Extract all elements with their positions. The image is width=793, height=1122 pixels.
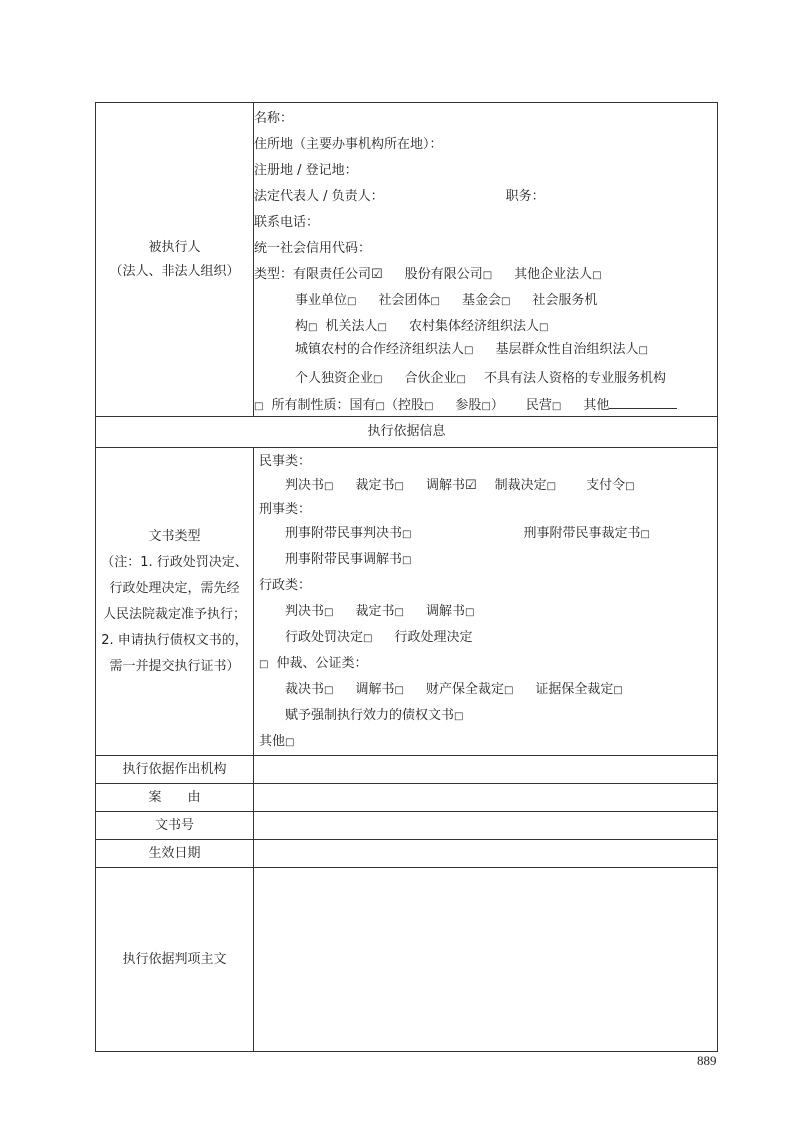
- criminal-options-2: [259, 547, 717, 573]
- party-label: 被执行人: [148, 239, 201, 255]
- doc-no-input[interactable]: [254, 812, 718, 840]
- type-option[interactable]: [295, 293, 356, 308]
- main-text-row: [96, 868, 718, 1052]
- type-option-label: 事业单位: [295, 293, 348, 308]
- civil-options: [259, 473, 717, 499]
- legal-rep-label: 法定代表人 / 负责人：: [254, 189, 384, 204]
- type-line-3: [254, 314, 717, 340]
- checkbox-icon[interactable]: □: [394, 481, 404, 492]
- criminal-option[interactable]: [523, 526, 649, 541]
- domicile-field[interactable]: [254, 132, 717, 158]
- main-text-label: 执行依据判项主文: [96, 868, 254, 1052]
- party-label-note: （法人、非法人组织）: [109, 263, 240, 279]
- civil-option[interactable]: [285, 478, 333, 493]
- checkbox-icon[interactable]: □: [402, 555, 412, 566]
- doc-type-note: 人民法院裁定准予执行；: [102, 606, 246, 622]
- type-line-5: [254, 362, 717, 392]
- admin-option[interactable]: [285, 630, 372, 645]
- party-row: [96, 103, 718, 417]
- option-label: 证据保全裁定: [535, 682, 614, 697]
- option-label: 支付令: [586, 478, 626, 493]
- type-option[interactable]: [405, 267, 492, 282]
- main-text-input[interactable]: [254, 868, 718, 1052]
- civil-option[interactable]: [495, 478, 556, 493]
- doc-type-label: 文书类型: [148, 528, 201, 544]
- type-option[interactable]: [295, 342, 473, 357]
- option-label: 判决书: [285, 604, 325, 619]
- party-label-cell: [96, 103, 254, 417]
- civil-option[interactable]: [586, 478, 634, 493]
- checkbox-icon[interactable]: □: [613, 685, 623, 696]
- criminal-options: [259, 521, 717, 547]
- doc-type-note: 2. 申请执行债权文书的，: [101, 632, 248, 648]
- type-option-label: 个人独资企业: [295, 371, 374, 386]
- section-title: 执行依据信息: [96, 417, 718, 448]
- criminal-option[interactable]: [285, 552, 411, 567]
- type-option-label: 不具有法人资格的专业服务机构: [483, 371, 666, 386]
- doc-no-row: [96, 812, 718, 840]
- admin-option[interactable]: [426, 604, 474, 619]
- type-option-label: 构: [295, 319, 309, 334]
- option-label: 赋予强制执行效力的债权文书: [285, 708, 455, 723]
- doc-type-options-cell: [254, 448, 718, 756]
- type-line-4: [254, 340, 717, 362]
- type-option[interactable]: [378, 293, 439, 308]
- legal-rep-field[interactable]: [254, 184, 717, 210]
- domicile-label: 住所地（主要办事机构所在地）：: [254, 137, 443, 152]
- option-label: 财产保全裁定: [425, 682, 504, 697]
- ownership-option-share[interactable]: [455, 398, 503, 413]
- type-option-label: 社会团体: [378, 293, 431, 308]
- checkbox-icon[interactable]: □: [625, 481, 635, 492]
- option-label: 刑事附带民事判决书: [285, 526, 403, 541]
- criminal-heading: 刑事类：: [259, 502, 312, 517]
- option-label: 行政处理决定: [394, 630, 473, 645]
- type-option[interactable]: [409, 319, 548, 334]
- checkbox-icon[interactable]: □: [285, 737, 295, 748]
- checkbox-icon[interactable]: □: [503, 685, 514, 696]
- civil-heading: 民事类：: [259, 454, 312, 469]
- cause-row: [96, 784, 718, 812]
- checkbox-icon[interactable]: □: [551, 401, 562, 412]
- type-option[interactable]: [325, 319, 386, 334]
- arb-option[interactable]: [355, 682, 403, 697]
- option-label: 调解书: [355, 682, 395, 697]
- ownership-other-input[interactable]: [609, 392, 677, 409]
- issuer-input[interactable]: [254, 756, 718, 784]
- option-label: 制裁决定: [494, 478, 547, 493]
- civil-option[interactable]: [355, 478, 403, 493]
- checkbox-icon[interactable]: □: [254, 401, 264, 412]
- registered-place-label: 注册地 / 登记地：: [254, 163, 358, 178]
- type-option-label: 城镇农村的合作经济组织法人: [295, 342, 465, 357]
- checkbox-icon[interactable]: □: [375, 401, 385, 412]
- paren: ）: [490, 398, 504, 413]
- checkbox-icon[interactable]: □: [456, 374, 466, 385]
- type-label: 类型：: [254, 267, 294, 282]
- ownership-option-holding[interactable]: [385, 398, 433, 413]
- other-label: 其他: [259, 734, 286, 749]
- type-option[interactable]: [404, 371, 465, 386]
- effective-date-row: [96, 840, 718, 868]
- doc-type-note: 需一并提交执行证书）: [109, 658, 240, 674]
- civil-option[interactable]: [426, 478, 477, 493]
- admin-options: [259, 599, 717, 625]
- checkbox-icon[interactable]: □: [324, 685, 334, 696]
- type-option-label: 基层群众性自治组织法人: [495, 342, 639, 357]
- checkbox-icon[interactable]: □: [347, 296, 357, 307]
- type-option[interactable]: [293, 267, 383, 282]
- effective-date-input[interactable]: [254, 840, 718, 868]
- checkbox-icon[interactable]: □: [482, 270, 493, 281]
- checkbox-icon[interactable]: □: [430, 296, 440, 307]
- checkbox-icon[interactable]: □: [402, 529, 412, 540]
- type-option-label: 有限责任公司: [293, 267, 372, 282]
- doc-type-label-cell: [96, 448, 254, 756]
- admin-heading: 行政类：: [259, 578, 312, 593]
- effective-date-label: 生效日期: [96, 840, 254, 868]
- doc-type-row: [96, 448, 718, 756]
- option-label: 裁决书: [285, 682, 325, 697]
- phone-field[interactable]: [254, 210, 717, 236]
- type-option-label: 基金会: [461, 293, 501, 308]
- option-label: 民营: [525, 398, 552, 413]
- type-option-label: 机关法人: [325, 319, 378, 334]
- admin-option[interactable]: [394, 630, 472, 645]
- checkbox-icon[interactable]: □: [324, 481, 334, 492]
- option-label: （控股: [384, 398, 424, 413]
- credit-code-field[interactable]: [254, 236, 717, 262]
- type-line-2: [254, 288, 717, 314]
- cause-label: 案 由: [96, 784, 254, 812]
- option-label: 裁定书: [355, 478, 395, 493]
- arb-option[interactable]: [285, 708, 463, 723]
- type-option[interactable]: [295, 371, 382, 386]
- type-option[interactable]: [462, 293, 510, 308]
- checkbox-icon[interactable]: □: [394, 685, 404, 696]
- type-option[interactable]: [295, 319, 317, 334]
- checkbox-icon[interactable]: □: [592, 270, 602, 281]
- ownership-option-state[interactable]: [349, 398, 384, 413]
- admin-option[interactable]: [355, 604, 403, 619]
- option-label: 参股: [455, 398, 482, 413]
- checkbox-icon[interactable]: □: [363, 633, 373, 644]
- checkbox-icon[interactable]: □: [464, 345, 474, 356]
- doc-type-note: （注：1. 行政处罚决定、: [101, 554, 248, 570]
- arb-option[interactable]: [426, 682, 513, 697]
- registered-place-field[interactable]: [254, 158, 717, 184]
- checkbox-icon[interactable]: □: [423, 401, 434, 412]
- checkbox-icon[interactable]: □: [324, 607, 334, 618]
- doc-type-note: 行政处理决定，需先经: [109, 580, 240, 596]
- arbitration-heading: [259, 651, 717, 677]
- option-label: 刑事附带民事调解书: [285, 552, 403, 567]
- admin-options-2: [259, 625, 717, 651]
- type-line-1: [254, 262, 717, 288]
- checkbox-icon[interactable]: □: [640, 529, 650, 540]
- issuer-row: [96, 756, 718, 784]
- option-label: 刑事附带民事裁定书: [523, 526, 641, 541]
- arbitration-label: 仲裁、公证类：: [276, 656, 368, 671]
- ownership-line: [254, 392, 717, 414]
- name-field[interactable]: [254, 106, 717, 132]
- checkbox-icon[interactable]: □: [638, 345, 648, 356]
- other-input[interactable]: [308, 737, 713, 756]
- checkbox-icon[interactable]: □: [308, 322, 318, 333]
- type-option-label: 其他企业法人: [514, 267, 593, 282]
- name-label: 名称：: [254, 111, 294, 126]
- admin-option[interactable]: [285, 604, 333, 619]
- type-option[interactable]: [495, 342, 647, 357]
- option-label: 行政处罚决定: [285, 630, 364, 645]
- type-option-label: 社会服务机: [532, 293, 598, 308]
- criminal-option[interactable]: [285, 526, 411, 541]
- credit-code-label: 统一社会信用代码：: [254, 241, 372, 256]
- issuer-label: 执行依据作出机构: [96, 756, 254, 784]
- option-label: 调解书: [425, 604, 465, 619]
- arb-option[interactable]: [285, 682, 333, 697]
- phone-label: 联系电话：: [254, 215, 320, 230]
- type-option-label: 农村集体经济组织法人: [408, 319, 539, 334]
- option-label: 国有: [349, 398, 376, 413]
- option-label: 调解书: [425, 478, 465, 493]
- checkbox-icon[interactable]: □: [500, 296, 511, 307]
- option-label: 判决书: [285, 478, 325, 493]
- checkbox-icon[interactable]: □: [481, 401, 491, 412]
- enforcement-form-table: [95, 102, 718, 1052]
- ownership-other-label: 其他: [583, 398, 610, 413]
- section-title-row: [96, 417, 718, 448]
- checkbox-icon[interactable]: □: [373, 374, 383, 385]
- checkbox-icon[interactable]: □: [464, 607, 475, 618]
- arbitration-options-2: [259, 703, 717, 729]
- arb-option[interactable]: [535, 682, 622, 697]
- type-option-label: 股份有限公司: [404, 267, 483, 282]
- type-option-label: 合伙企业: [404, 371, 457, 386]
- type-option[interactable]: [514, 267, 601, 282]
- checkbox-icon[interactable]: □: [546, 481, 557, 492]
- position-label: 职务：: [505, 189, 545, 204]
- checked-box-icon[interactable]: ☑: [464, 478, 477, 493]
- page-number: 889: [697, 1053, 717, 1068]
- ownership-option-private[interactable]: [526, 398, 561, 413]
- checkbox-icon[interactable]: □: [377, 322, 387, 333]
- cause-input[interactable]: [254, 784, 718, 812]
- ownership-label: 所有制性质：: [271, 398, 350, 413]
- checkbox-icon[interactable]: □: [259, 659, 269, 670]
- checkbox-icon[interactable]: □: [538, 322, 549, 333]
- party-info-cell: [254, 103, 718, 417]
- checked-box-icon[interactable]: ☑: [371, 267, 383, 282]
- other-line: [259, 729, 717, 755]
- arbitration-options: [259, 677, 717, 703]
- option-label: 裁定书: [355, 604, 395, 619]
- doc-no-label: 文书号: [96, 812, 254, 840]
- checkbox-icon[interactable]: □: [454, 711, 464, 722]
- checkbox-icon[interactable]: □: [394, 607, 404, 618]
